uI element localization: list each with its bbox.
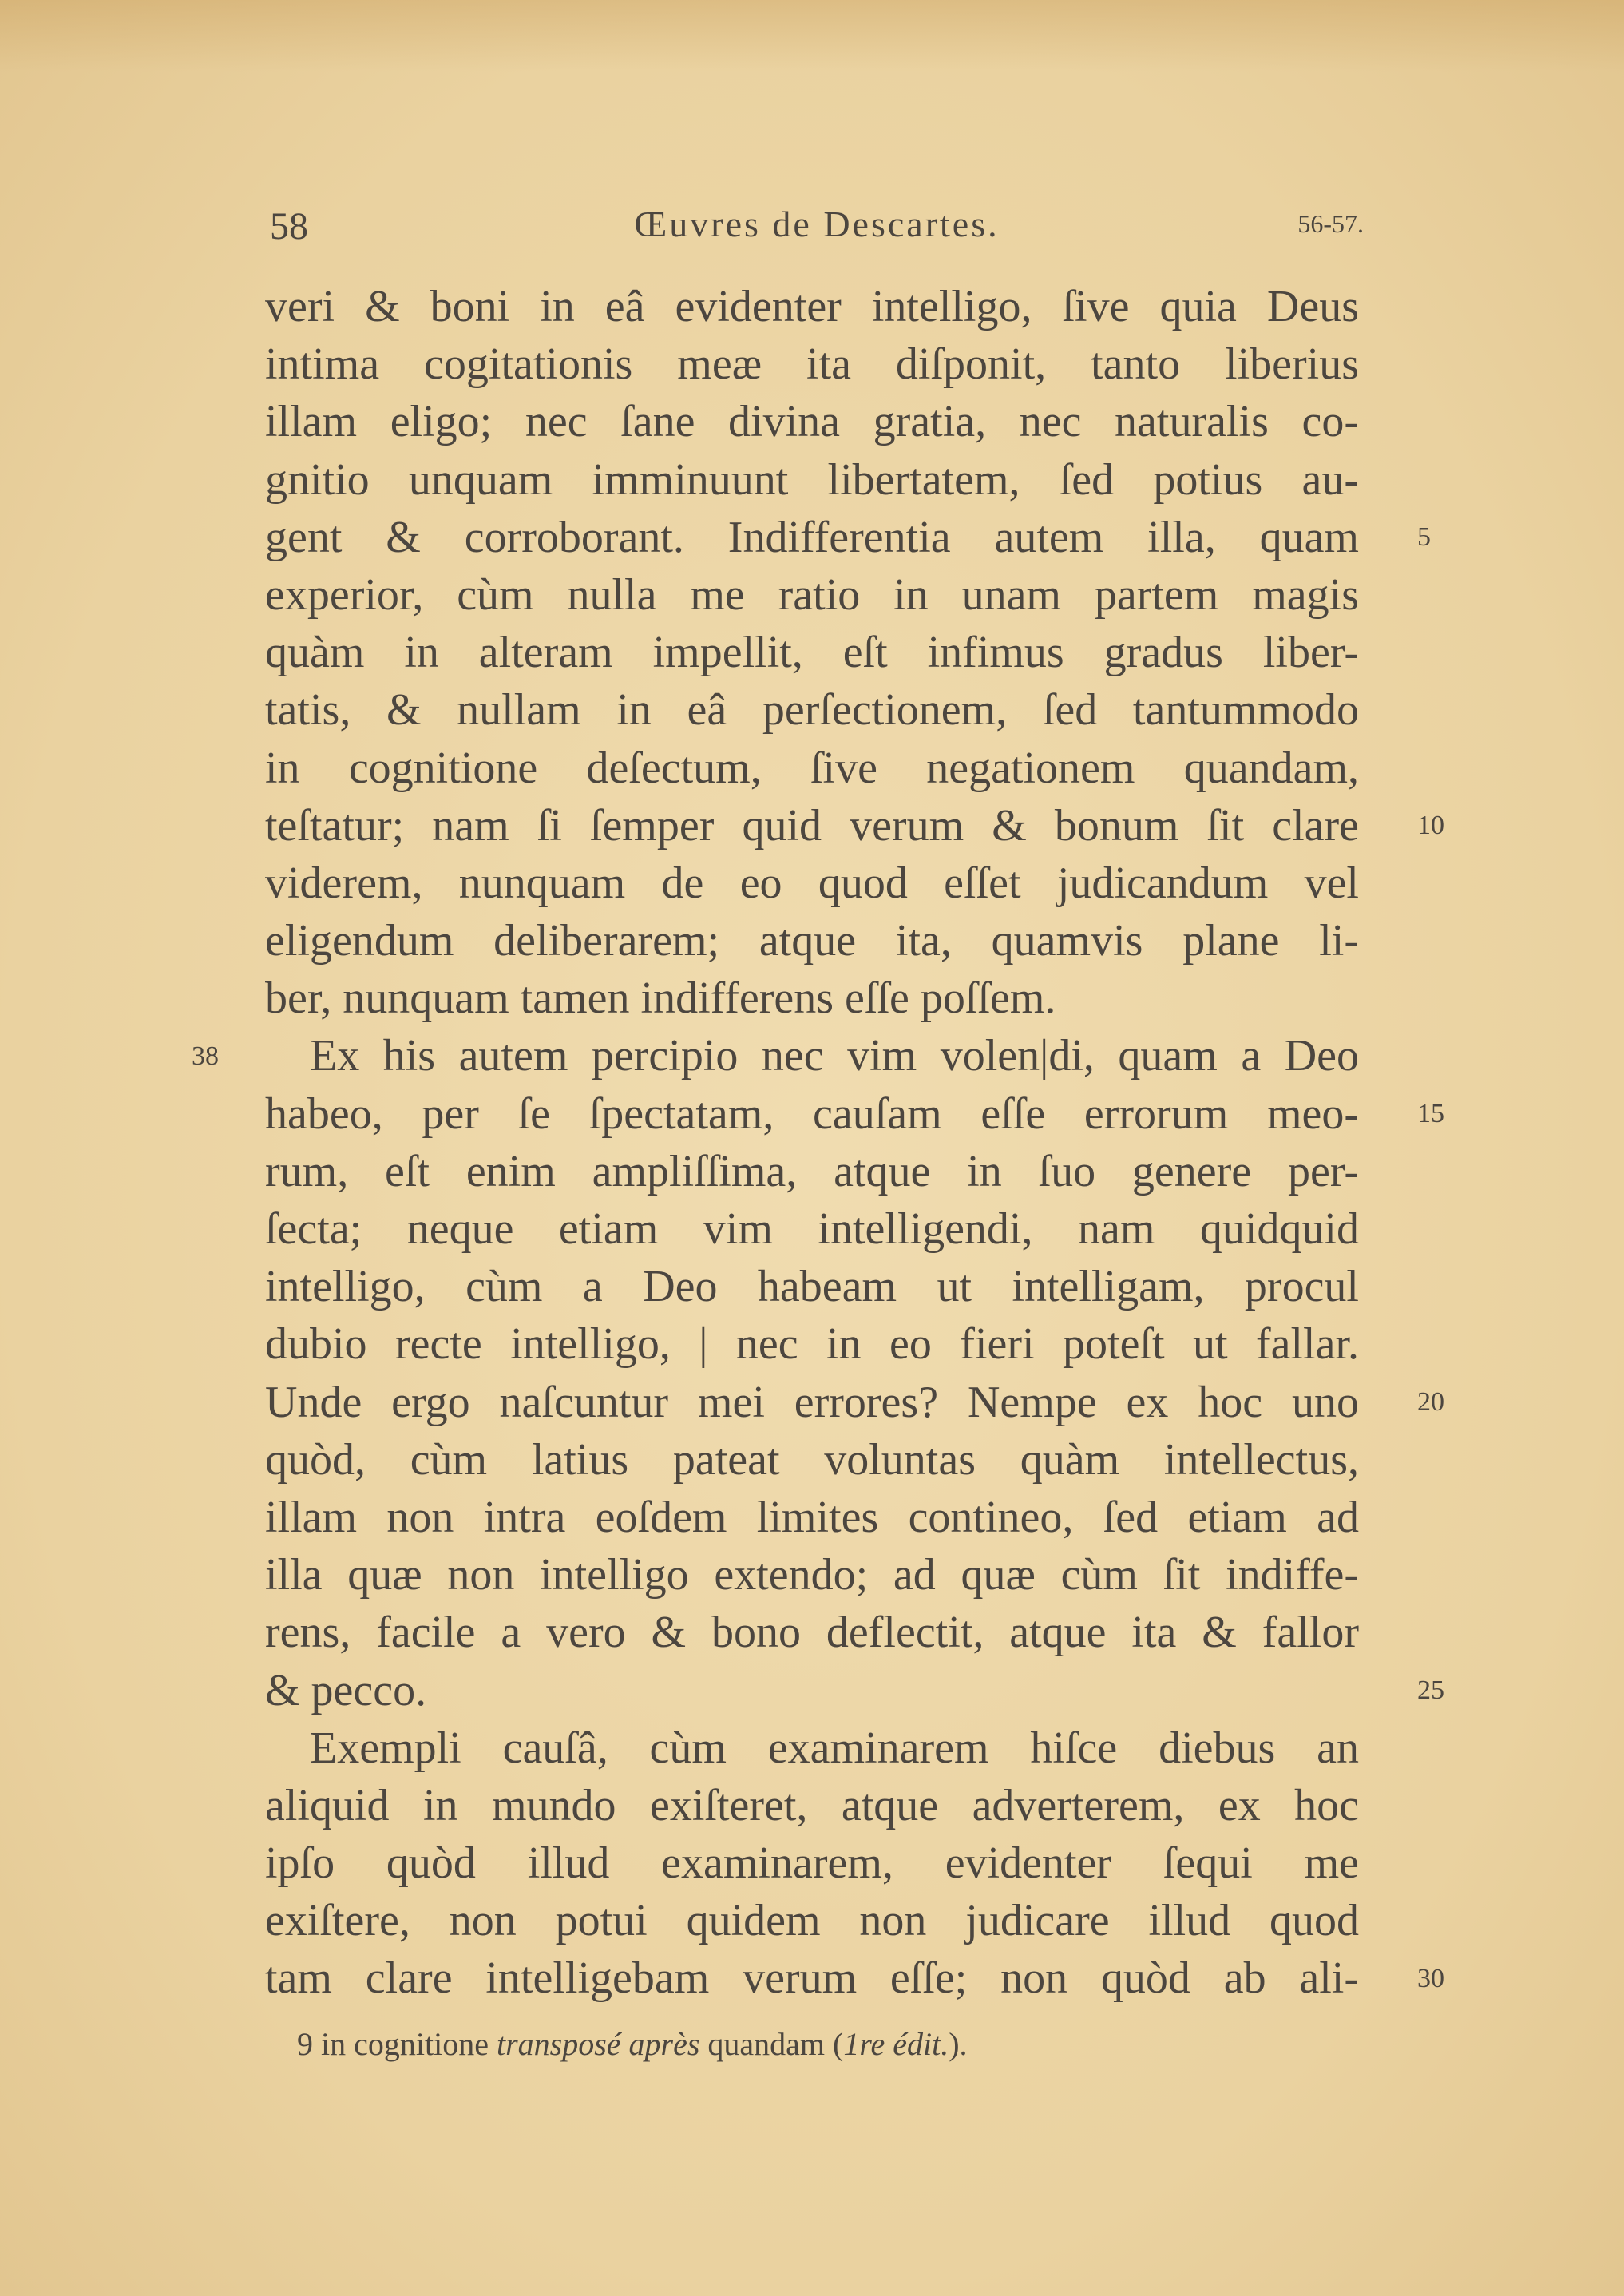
text-line: Unde ergo naſcuntur mei errores? Nempe ex hoc uno bbox=[265, 1377, 1359, 1427]
text-line: illam eligo; nec ſane divina gratia, nec naturalis co- bbox=[265, 397, 1359, 447]
text-line: ipſo quòd illud examinarem, evidenter ſequi me bbox=[265, 1838, 1359, 1889]
margin-page-reference: 38 bbox=[192, 1041, 219, 1071]
footnote bbox=[297, 2020, 968, 2068]
text-line: ber, nunquam tamen indifferens eſſe poſſem. bbox=[265, 974, 1056, 1024]
line-number: 30 bbox=[1417, 1963, 1444, 1993]
text-line: gent & corroborant. Indifferentia autem illa, quam bbox=[265, 512, 1359, 562]
line-number: 15 bbox=[1417, 1098, 1444, 1128]
text-line: Ex his autem percipio nec vim volen|di, quam a Deo bbox=[310, 1031, 1359, 1081]
text-line: gnitio unquam imminuunt libertatem, ſed potius au- bbox=[265, 454, 1359, 505]
text-line: experior, cùm nulla me ratio in unam partem magis bbox=[265, 569, 1359, 620]
text-line: dubio recte intelligo, | nec in eo fieri poteſt ut fallar. bbox=[265, 1319, 1359, 1370]
text-line: in cognitione deſectum, ſive negationem quandam, bbox=[265, 743, 1359, 793]
text-line: aliquid in mundo exiſteret, atque adverterem, ex hoc bbox=[265, 1780, 1359, 1830]
text-line: eligendum deliberarem; atque ita, quamvis plane li- bbox=[265, 916, 1359, 966]
line-number: 5 bbox=[1417, 521, 1431, 552]
page-range: 56-57. bbox=[1297, 209, 1364, 238]
page-number: 58 bbox=[270, 205, 308, 248]
body-text bbox=[265, 278, 1359, 2008]
line-number: 25 bbox=[1417, 1675, 1444, 1705]
line-number: 10 bbox=[1417, 810, 1444, 840]
running-header bbox=[270, 200, 1364, 256]
text-line: exiſtere, non potui quidem non judicare illud quod bbox=[265, 1896, 1359, 1946]
text-line: quàm in alteram impellit, eſt infimus gradus liber- bbox=[265, 628, 1359, 678]
text-line: intelligo, cùm a Deo habeam ut intelligam, procul bbox=[265, 1262, 1359, 1312]
footnote-text: in cognitione bbox=[321, 2026, 489, 2062]
text-line: illa quæ non intelligo extendo; ad quæ cùm ſit indiffe- bbox=[265, 1550, 1359, 1600]
footnote-edition: 1re édit. bbox=[843, 2026, 949, 2062]
text-line: illam non intra eoſdem limites contineo, ſed etiam ad bbox=[265, 1492, 1359, 1542]
text-line: ſecta; neque etiam vim intelligendi, nam quidquid bbox=[265, 1204, 1359, 1254]
text-line: intima cogitationis meæ ita diſponit, tanto liberius bbox=[265, 339, 1359, 390]
text-line: & pecco. bbox=[265, 1665, 427, 1715]
text-line: tam clare intelligebam verum eſſe; non quòd ab ali- bbox=[265, 1953, 1359, 2004]
text-line: veri & boni in eâ evidenter intelligo, ſive quia Deus bbox=[265, 282, 1359, 331]
text-line: tatis, & nullam in eâ perſectionem, ſed tantummodo bbox=[265, 685, 1359, 736]
footnote-italic: transposé après bbox=[496, 2026, 700, 2062]
footnote-number: 9 bbox=[297, 2026, 313, 2062]
text-line: quòd, cùm latius pateat voluntas quàm intellectus, bbox=[265, 1434, 1359, 1485]
footnote-text: ). bbox=[949, 2026, 968, 2062]
footnote-text: quandam ( bbox=[707, 2026, 844, 2062]
line-number: 20 bbox=[1417, 1386, 1444, 1417]
running-title: Œuvres de Descartes. bbox=[634, 204, 1000, 244]
text-line: habeo, per ſe ſpectatam, cauſam eſſe errorum meo- bbox=[265, 1089, 1359, 1139]
text-line: rens, facile a vero & bono deflectit, atque ita & fallor bbox=[265, 1608, 1359, 1658]
text-line: teſtatur; nam ſi ſemper quid verum & bonum ſit clare bbox=[265, 800, 1359, 851]
text-line: Exempli cauſâ, cùm examinarem hiſce diebus an bbox=[310, 1723, 1359, 1773]
text-line: viderem, nunquam de eo quod eſſet judicandum vel bbox=[265, 858, 1359, 908]
text-line: rum, eſt enim ampliſſima, atque in ſuo genere per- bbox=[265, 1146, 1359, 1196]
